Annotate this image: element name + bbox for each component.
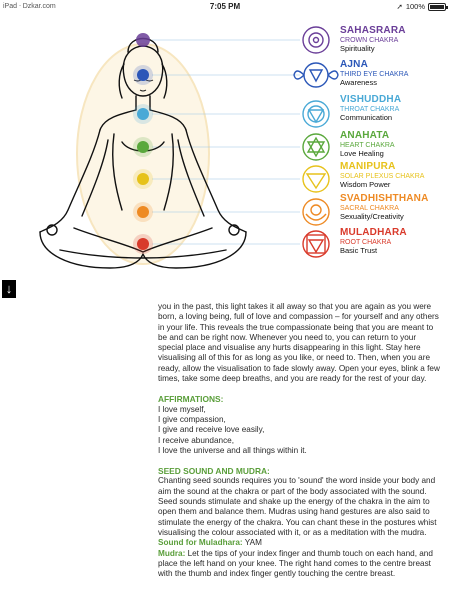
root-chakra-symbol-icon bbox=[303, 231, 329, 257]
chakra-subtitle: SOLAR PLEXUS CHAKRA bbox=[340, 172, 425, 180]
sound-value: YAM bbox=[244, 538, 262, 548]
chakra-subtitle: THROAT CHAKRA bbox=[340, 105, 400, 113]
chakra-label-anahata bbox=[340, 131, 395, 158]
chakra-meaning: Love Healing bbox=[340, 148, 384, 158]
chakra-name: MULADHARA bbox=[340, 227, 407, 238]
seed-sound-heading: SEED SOUND AND MUDRA: bbox=[158, 466, 270, 477]
sacral-chakra-symbol-icon bbox=[303, 199, 329, 225]
affirmation-item: I love myself, bbox=[158, 404, 206, 414]
chakra-name: MANIPURA bbox=[340, 161, 396, 172]
chakra-meaning: Sexuality/Creativity bbox=[340, 211, 404, 221]
chakra-name: SVADHISHTHANA bbox=[340, 193, 429, 204]
chakra-label-sahasrara bbox=[340, 26, 406, 53]
chakra-meaning: Awareness bbox=[340, 77, 377, 87]
mudra-label: Mudra: bbox=[158, 548, 186, 558]
chakra-meaning: Wisdom Power bbox=[340, 179, 391, 189]
heart-chakra-symbol-icon bbox=[303, 134, 329, 160]
mudra-paragraph bbox=[158, 549, 442, 580]
chakra-symbols bbox=[294, 27, 338, 257]
chakra-meaning: Communication bbox=[340, 112, 393, 122]
affirmations-list bbox=[158, 405, 442, 456]
seed-sound-paragraph: Chanting seed sounds requires you to 'sound' the word inside your body and aim the sound at the chakra or part of the body associated with the sound. Seed sounds stimulate and shake up the energy of the chakra in the aim to open them and balance them. Mudras using hand gestures are also said to stimulate the energy of the chakra. You can chant these in the postures whist visualising the colour associated with it, or as a meditation with the mudra. bbox=[158, 476, 437, 537]
affirmation-item: I give and receive love easily, bbox=[158, 425, 265, 435]
solar-plexus-chakra-symbol-icon bbox=[303, 166, 329, 192]
carrier-label: iPad ᐧ Dzkar.com bbox=[3, 3, 56, 10]
affirmation-item: I receive abundance, bbox=[158, 435, 235, 445]
chakra-name: VISHUDDHA bbox=[340, 94, 402, 105]
intro-paragraph: you in the past, this light takes it all away so that you are again as you were born, a loving being, full of love and compassion – for yourself and any others in your life. This reveals the true compassionate being that you are meant to be and can be right now. Whenever you need to, you can return to your special place and visualise any hurts disappearing in this light. Stay here visualising all of this for as long as you like, or need to. Then, when you are ready, allow the visualisation to fade slowly away. Open your eyes, blink a few times, take some deep breaths, and you are ready for the rest of your day. bbox=[158, 302, 440, 384]
mudra-text: Let the tips of your index finger and thumb touch on each hand, and place the left hand on your knee. The right hand comes to the centre breast with the thumb and index finger gently touching the centre breast. bbox=[158, 548, 433, 579]
chakra-subtitle: ROOT CHAKRA bbox=[340, 238, 392, 246]
chakra-label-svadhishthana bbox=[340, 194, 429, 221]
chakra-label-ajna bbox=[340, 60, 408, 87]
chakra-subtitle: HEART CHAKRA bbox=[340, 141, 395, 149]
chakra-name: ANAHATA bbox=[340, 130, 390, 141]
scroll-down-button[interactable]: ↓ bbox=[2, 280, 16, 298]
sound-label: Sound for Muladhara: bbox=[158, 538, 243, 548]
status-right bbox=[397, 2, 446, 11]
battery-percent: 100% bbox=[405, 2, 425, 11]
chakra-meaning: Basic Trust bbox=[340, 245, 378, 255]
location-icon: ➚ bbox=[396, 2, 403, 11]
chakra-label-manipura bbox=[340, 162, 424, 189]
chakra-name: AJNA bbox=[340, 59, 369, 70]
affirmation-item: I love the universe and all things within it. bbox=[158, 445, 307, 455]
chakra-name: SAHASRARA bbox=[340, 25, 406, 36]
sound-line bbox=[158, 538, 442, 548]
chakra-label-muladhara bbox=[340, 228, 407, 255]
chakra-label-vishuddha bbox=[340, 95, 401, 122]
battery-icon bbox=[428, 3, 446, 11]
crown-chakra-symbol-icon bbox=[303, 27, 329, 53]
article-body bbox=[158, 302, 442, 579]
affirmations-heading: AFFIRMATIONS: bbox=[158, 394, 224, 405]
throat-chakra-symbol-icon bbox=[303, 101, 329, 127]
chakra-meaning: Spirituality bbox=[340, 43, 375, 53]
status-time: 7:05 PM bbox=[209, 2, 241, 11]
third-eye-chakra-symbol-icon bbox=[294, 63, 338, 87]
chakra-subtitle: THIRD EYE CHAKRA bbox=[340, 70, 409, 78]
chakra-subtitle: SACRAL CHAKRA bbox=[340, 204, 399, 212]
chakra-subtitle: CROWN CHAKRA bbox=[340, 36, 399, 44]
affirmation-item: I give compassion, bbox=[158, 414, 226, 424]
status-bar bbox=[0, 0, 450, 14]
